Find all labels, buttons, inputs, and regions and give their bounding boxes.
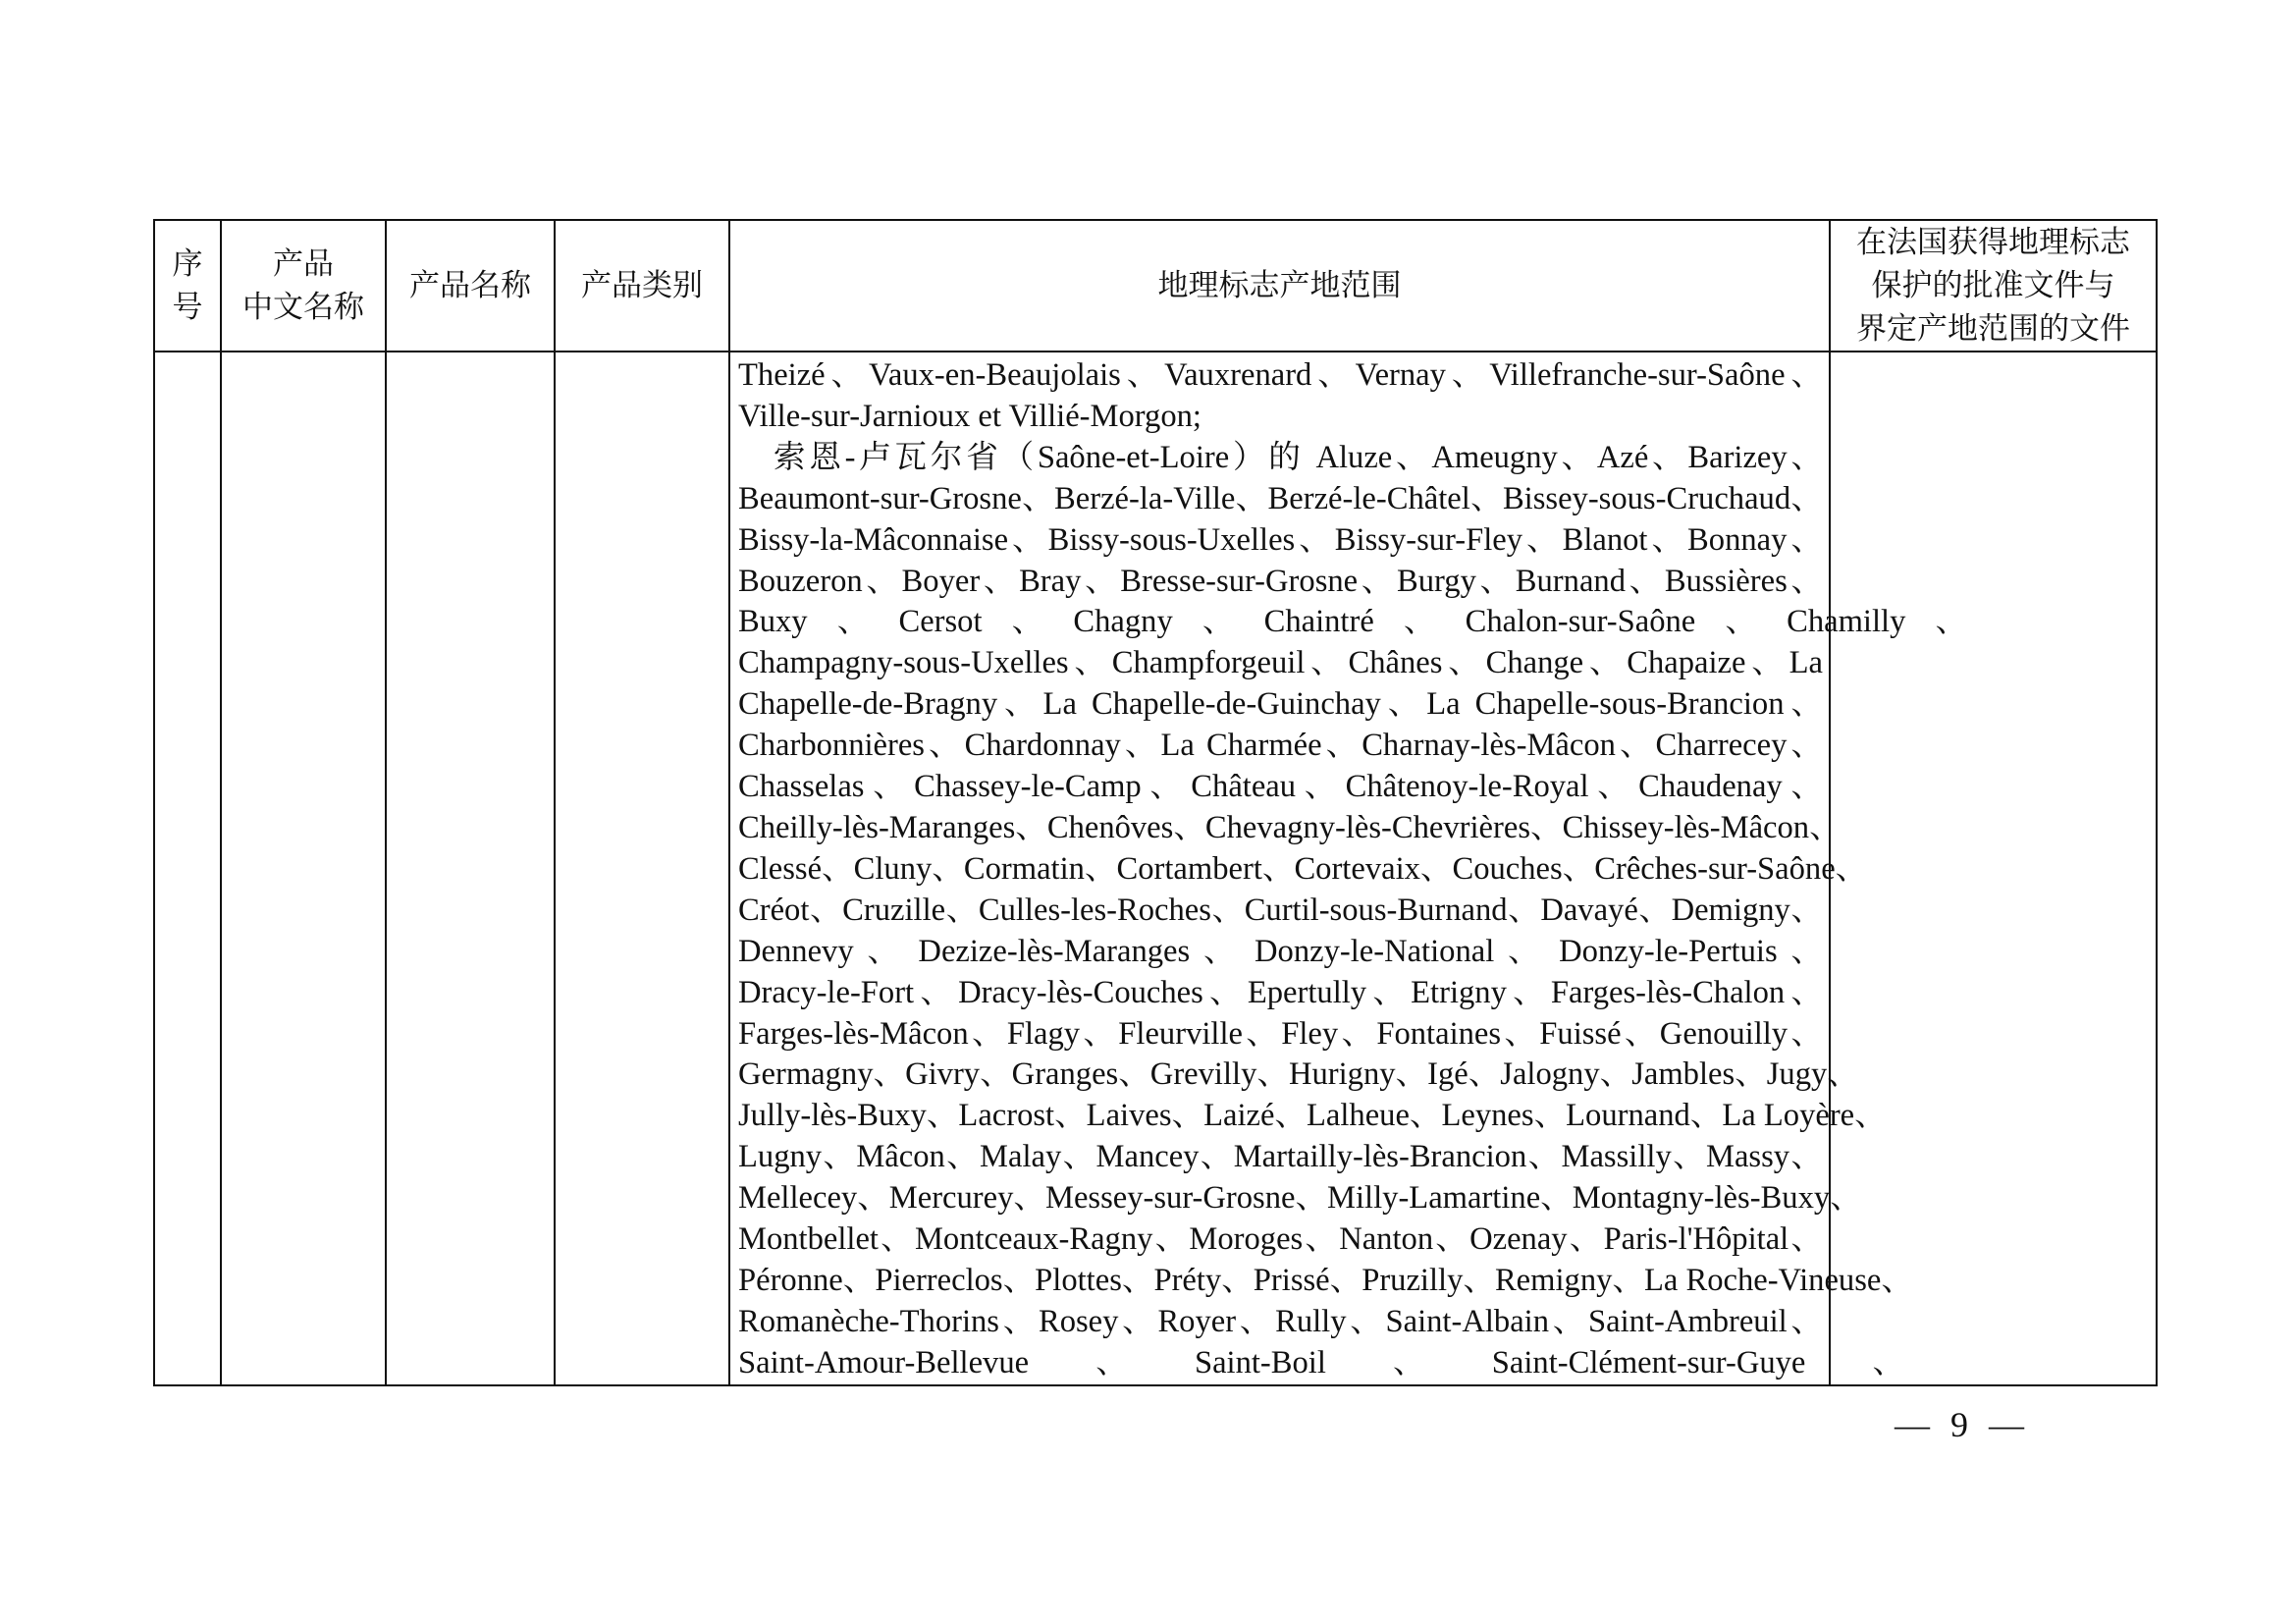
header-name: 产品名称 — [386, 220, 555, 352]
cell-cn-name — [221, 352, 386, 1385]
table-row — [154, 352, 2157, 1385]
header-scope: 地理标志产地范围 — [729, 220, 1830, 352]
header-docs — [1830, 220, 2157, 352]
header-category: 产品类别 — [555, 220, 729, 352]
cell-name — [386, 352, 555, 1385]
header-no — [154, 220, 221, 352]
header-docs-line: 界定产地范围的文件 — [1856, 311, 2130, 347]
scope-line: Cheilly-lès-Maranges、Chenôves、Chevagny-lès-Chevrières、Chissey-lès-Mâcon、 — [738, 809, 1842, 845]
cell-docs — [1830, 352, 2157, 1385]
header-cn-name-line: 产品 — [273, 246, 334, 282]
scope-line: Farges-lès-Mâcon、Flagy、Fleurville、Fley、Fontaines、Fuissé、Genouilly、 — [738, 1015, 1823, 1052]
scope-line: Jully-lès-Buxy、Lacrost、Laives、Laizé、Lalheue、Leynes、Lournand、La Loyère、 — [738, 1098, 1887, 1134]
cell-category — [555, 352, 729, 1385]
gi-table — [153, 219, 2158, 1386]
scope-line: Buxy 、 Cersot 、 Chagny 、 Chaintré 、 Chalon-sur-Saône 、 Chamilly 、 — [738, 604, 1968, 640]
scope-line: Champagny-sous-Uxelles、Champforgeuil、Chânes、Change、Chapaize、La — [738, 645, 1823, 681]
scope-line: Germagny、Givry、Granges、Grevilly、Hurigny、Igé、Jalogny、Jambles、Jugy、 — [738, 1056, 1859, 1093]
header-no-line: 序 — [172, 246, 203, 282]
scope-line: Chapelle-de-Bragny、La Chapelle-de-Guinchay、La Chapelle-sous-Brancion、 — [738, 686, 1823, 723]
table-header-row — [154, 220, 2157, 352]
scope-line: Montbellet、Montceaux-Ragny、Moroges、Nanton、Ozenay、Paris-l'Hôpital、 — [738, 1221, 1823, 1258]
scope-line: Bouzeron、Boyer、Bray、Bresse-sur-Grosne、Burgy、Burnand、Bussières、 — [738, 563, 1823, 599]
scope-line: Beaumont-sur-Grosne、Berzé-la-Ville、Berzé-le-Châtel、Bissey-sous-Cruchaud、 — [738, 480, 1823, 516]
scope-line: Ville-sur-Jarnioux et Villié-Morgon; — [738, 398, 1201, 434]
scope-line: Créot、Cruzille、Culles-les-Roches、Curtil-sous-Burnand、Davayé、Demigny、 — [738, 892, 1823, 928]
header-docs-line: 在法国获得地理标志 — [1856, 225, 2130, 260]
scope-line: 索恩-卢瓦尔省（Saône-et-Loire）的 Aluze、Ameugny、Azé、Barizey、 — [774, 439, 1823, 475]
scope-line: Péronne、Pierreclos、Plottes、Préty、Prissé、Pruzilly、Remigny、La Roche-Vineuse、 — [738, 1262, 1913, 1298]
scope-line: Dracy-le-Fort、Dracy-lès-Couches、Epertully、Etrigny、Farges-lès-Chalon、 — [738, 974, 1823, 1010]
scope-line: Theizé、Vaux-en-Beaujolais、Vauxrenard、Vernay、Villefranche-sur-Saône、 — [738, 357, 1823, 393]
scope-line: Saint-Amour-Bellevue 、 Saint-Boil 、 Saint-Clément-sur-Guye 、 — [738, 1344, 1905, 1380]
scope-line: Charbonnières、Chardonnay、La Charmée、Charnay-lès-Mâcon、Charrecey、 — [738, 728, 1823, 764]
scope-line: Romanèche-Thorins、Rosey、Royer、Rully、Saint-Albain、Saint-Ambreuil、 — [738, 1303, 1823, 1339]
header-cn-name — [221, 220, 386, 352]
header-cn-name-line: 中文名称 — [242, 290, 364, 325]
scope-line: Chasselas 、 Chassey-le-Camp 、 Château 、 Châtenoy-le-Royal 、 Chaudenay 、 — [738, 769, 1823, 805]
scope-line: Lugny、Mâcon、Malay、Mancey、Martailly-lès-Brancion、Massilly、Massy、 — [738, 1139, 1823, 1175]
header-no-line: 号 — [172, 290, 203, 325]
header-docs-line: 保护的批准文件与 — [1871, 268, 2115, 303]
cell-scope — [729, 352, 1968, 1385]
scope-line: Mellecey、Mercurey、Messey-sur-Grosne、Milly-Lamartine、Montagny-lès-Buxy、 — [738, 1180, 1862, 1217]
scope-line: Dennevy 、 Dezize-lès-Maranges 、 Donzy-le-National 、 Donzy-le-Pertuis 、 — [738, 933, 1823, 969]
page-number: — 9 — — [1895, 1405, 2030, 1444]
cell-no — [154, 352, 221, 1385]
scope-line: Bissy-la-Mâconnaise、Bissy-sous-Uxelles、Bissy-sur-Fley、Blanot、Bonnay、 — [738, 521, 1823, 558]
scope-line: Clessé、Cluny、Cormatin、Cortambert、Cortevaix、Couches、Crêches-sur-Saône、 — [738, 850, 1868, 887]
